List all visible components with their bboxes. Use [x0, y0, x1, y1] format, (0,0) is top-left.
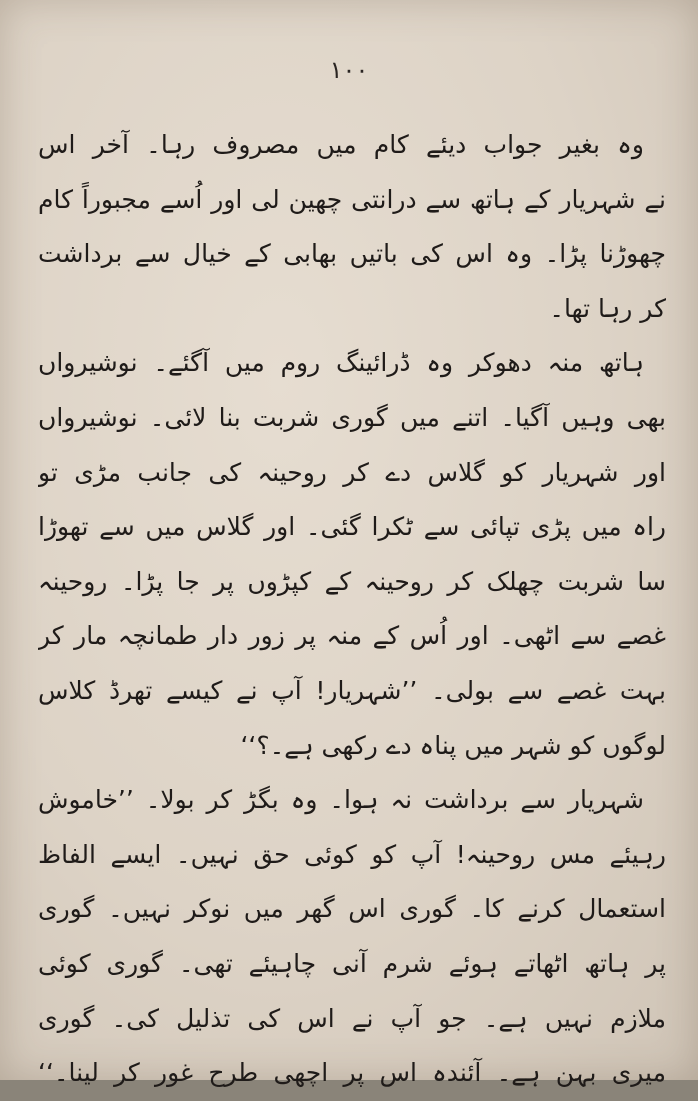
text-line: بہت غصے سے بولی۔ ’’شہریار! آپ نے کیسے تھرڈ کلاس [38, 675, 666, 705]
text-line: میری بہن ہے۔ آئندہ اس پر اچھی طرح غور کر لینا۔‘‘ [38, 1058, 666, 1088]
text-line: استعمال کرنے کا۔ گوری اس گھر میں نوکر نہیں۔ گوری [38, 894, 666, 924]
text-line: سا شربت چھلک کر روحینہ کے کپڑوں پر جا پڑا۔ روحینہ [38, 566, 666, 596]
text-line: ہاتھ منہ دھوکر وہ ڈرائینگ روم میں آگئے۔ نوشیرواں [38, 348, 644, 378]
text-line: چھوڑنا پڑا۔ وہ اس کی باتیں بھابی کے خیال سے برداشت [38, 239, 666, 269]
text-line: غصے سے اٹھی۔ اور اُس کے منہ پر زور دار طمانچہ مار کر [38, 621, 666, 651]
text-line: وہ بغیر جواب دیئے کام میں مصروف رہا۔ آخر اس [38, 130, 644, 159]
page-text [38, 118, 666, 1101]
text-line: پر ہاتھ اٹھاتے ہوئے شرم آنی چاہیئے تھی۔ گوری کوئی [38, 948, 666, 978]
text-line: ملازم نہیں ہے۔ جو آپ نے اس کی تذلیل کی۔ گوری [38, 1003, 666, 1033]
page-number: ۱۰۰ [329, 56, 369, 84]
text-line: بھی وہیں آگیا۔ اتنے میں گوری شربت بنا لائی۔ نوشیرواں [38, 402, 666, 432]
text-line: شہریار سے برداشت نہ ہوا۔ وہ بگڑ کر بولا۔ ’’خاموش [38, 785, 644, 815]
text-line: کر رہا تھا۔ [549, 293, 666, 323]
text-line: اور شہریار کو گلاس دے کر روحینہ کی جانب مڑی تو [38, 457, 666, 487]
text-line: لوگوں کو شہر میں پناہ دے رکھی ہے۔؟‘‘ [240, 730, 666, 760]
text-line: رہیئے مس روحینہ! آپ کو کوئی حق نہیں۔ ایسے الفاظ [38, 839, 666, 869]
text-line: نے شہریار کے ہاتھ سے درانتی چھین لی اور اُسے مجبوراً کام [38, 184, 666, 214]
text-line: راہ میں پڑی تپائی سے ٹکرا گئی۔ اور گلاس میں سے تھوڑا [38, 512, 666, 542]
